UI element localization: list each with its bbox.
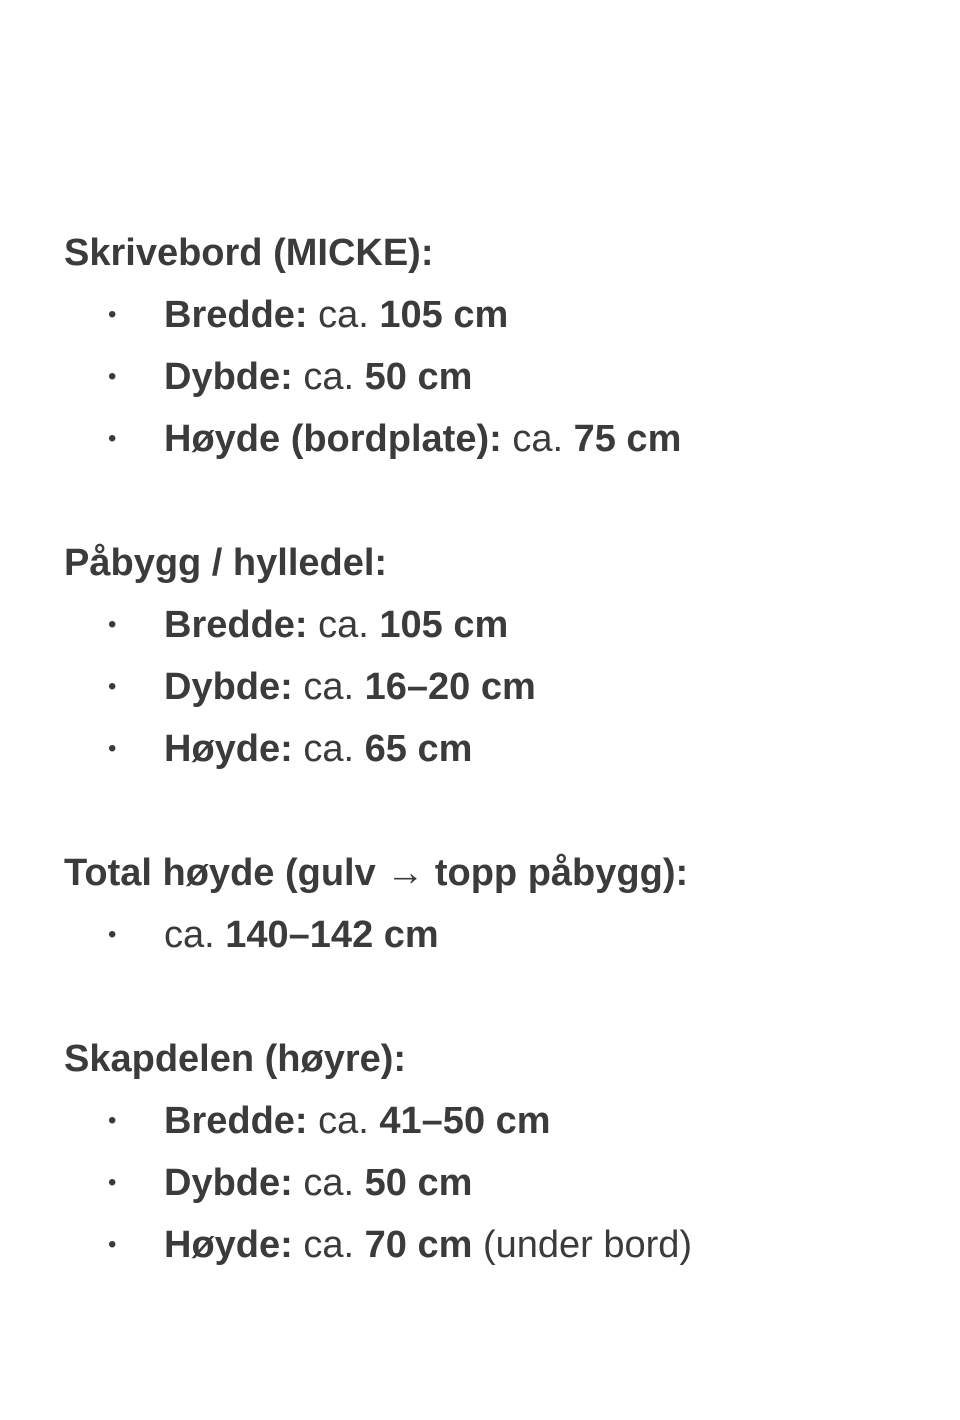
dimension-label: Høyde: (164, 728, 293, 770)
section-shelf-unit (64, 532, 944, 780)
dimension-label: Dybde: (164, 666, 293, 708)
approx-text: ca. (318, 604, 369, 646)
approx-text: ca. (303, 728, 355, 770)
section-desk (64, 222, 944, 470)
list-item (64, 656, 944, 718)
bullet-icon: • (108, 363, 117, 390)
list-item (64, 718, 944, 780)
section-heading: Skapdelen (høyre): (64, 1038, 407, 1080)
dimension-label: Bredde: (164, 604, 308, 646)
dimension-label: Bredde: (164, 1100, 308, 1142)
section-heading: Total høyde (gulv → topp påbygg): (64, 852, 689, 894)
dimension-value: 75 cm (573, 418, 682, 460)
list-item (64, 1090, 944, 1152)
list-item (64, 1214, 944, 1276)
list-item (64, 594, 944, 656)
approx-text: ca. (512, 418, 564, 460)
approx-text: ca. (303, 1162, 355, 1204)
bullet-icon: • (108, 1107, 117, 1134)
dimension-list (64, 594, 944, 780)
list-item (64, 346, 944, 408)
dimension-label: Dybde: (164, 1162, 293, 1204)
dimension-value: 41–50 cm (379, 1100, 551, 1142)
list-item (64, 284, 944, 346)
approx-text: ca. (303, 356, 355, 398)
approx-text: ca. (303, 1224, 355, 1266)
approx-text: ca. (303, 666, 355, 708)
bullet-icon: • (108, 735, 117, 762)
dimension-value: 70 cm (364, 1224, 473, 1266)
section-heading: Påbygg / hylledel: (64, 542, 388, 584)
list-item (64, 408, 944, 470)
approx-text: ca. (318, 294, 369, 336)
bullet-icon: • (108, 673, 117, 700)
section-total-height (64, 842, 944, 966)
bullet-icon: • (108, 301, 117, 328)
dimension-label: Høyde: (164, 1224, 293, 1266)
dimension-value: 50 cm (364, 1162, 473, 1204)
section-heading: Skrivebord (MICKE): (64, 232, 434, 274)
dimension-list (64, 284, 944, 470)
approx-text: ca. (318, 1100, 369, 1142)
dimension-label: Høyde (bordplate): (164, 418, 502, 460)
bullet-icon: • (108, 425, 117, 452)
dimension-value: 140–142 cm (225, 914, 439, 956)
section-cabinet (64, 1028, 944, 1276)
list-item (64, 1152, 944, 1214)
dimension-value: 105 cm (379, 294, 509, 336)
bullet-icon: • (108, 611, 117, 638)
dimension-value: 65 cm (364, 728, 473, 770)
dimension-list (64, 904, 944, 966)
dimension-note: (under bord) (482, 1224, 693, 1266)
bullet-icon: • (108, 921, 117, 948)
dimension-value: 50 cm (364, 356, 473, 398)
dimensions-document (64, 222, 944, 1276)
dimension-label: Dybde: (164, 356, 293, 398)
dimension-value: 105 cm (379, 604, 509, 646)
dimension-label: Bredde: (164, 294, 308, 336)
bullet-icon: • (108, 1169, 117, 1196)
list-item (64, 904, 944, 966)
bullet-icon: • (108, 1231, 117, 1258)
approx-text: ca. (164, 914, 215, 956)
dimension-value: 16–20 cm (364, 666, 536, 708)
dimension-list (64, 1090, 944, 1276)
